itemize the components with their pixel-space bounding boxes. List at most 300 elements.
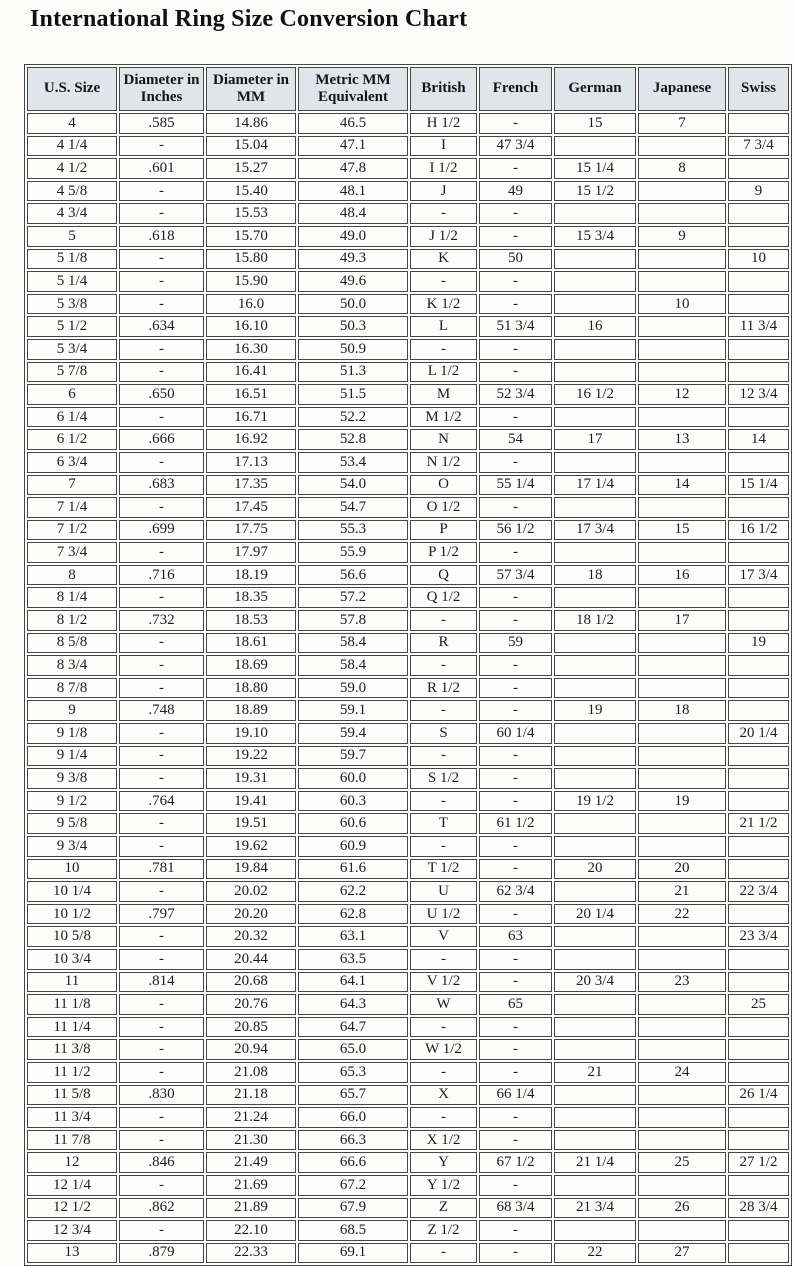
table-cell: - xyxy=(119,881,204,902)
table-cell: M 1/2 xyxy=(410,407,477,428)
table-cell: - xyxy=(479,452,552,473)
table-cell: 5 1/8 xyxy=(27,249,117,270)
table-cell xyxy=(554,203,636,224)
table-cell xyxy=(728,226,789,247)
table-cell xyxy=(554,678,636,699)
table-cell: 9 xyxy=(27,700,117,721)
table-cell: - xyxy=(410,746,477,767)
table-row xyxy=(27,836,789,857)
table-cell: - xyxy=(119,926,204,947)
table-cell: - xyxy=(479,972,552,993)
table-cell: 56 1/2 xyxy=(479,520,552,541)
table-cell xyxy=(728,859,789,880)
table-cell: 68.5 xyxy=(298,1220,408,1241)
table-cell: - xyxy=(119,339,204,360)
table-cell xyxy=(554,271,636,292)
table-cell: 21.18 xyxy=(206,1085,296,1106)
table-cell: 55.9 xyxy=(298,542,408,563)
table-cell: 20 xyxy=(638,859,726,880)
table-cell: - xyxy=(479,271,552,292)
table-cell: 18.69 xyxy=(206,655,296,676)
table-cell: 64.3 xyxy=(298,994,408,1015)
table-cell: 21.24 xyxy=(206,1107,296,1128)
table-cell: 66.3 xyxy=(298,1130,408,1151)
table-cell: 9 xyxy=(728,181,789,202)
table-cell: 15.90 xyxy=(206,271,296,292)
table-cell: 62 3/4 xyxy=(479,881,552,902)
table-cell: - xyxy=(479,678,552,699)
table-cell: 28 3/4 xyxy=(728,1198,789,1219)
table-cell: 9 1/4 xyxy=(27,746,117,767)
table-row xyxy=(27,203,789,224)
table-cell: 21.49 xyxy=(206,1152,296,1173)
table-cell: 46.5 xyxy=(298,113,408,134)
table-cell: - xyxy=(119,1039,204,1060)
table-cell: 5 xyxy=(27,226,117,247)
table-cell: 10 xyxy=(728,249,789,270)
table-cell: 54.0 xyxy=(298,475,408,496)
table-cell: 58.4 xyxy=(298,633,408,654)
table-cell: 16.51 xyxy=(206,384,296,405)
table-cell: - xyxy=(410,836,477,857)
table-row xyxy=(27,1175,789,1196)
table-cell xyxy=(554,746,636,767)
table-cell: 61 1/2 xyxy=(479,813,552,834)
table-row xyxy=(27,1039,789,1060)
table-cell xyxy=(554,249,636,270)
table-cell: 24 xyxy=(638,1062,726,1083)
table-cell: - xyxy=(119,587,204,608)
table-cell: 53.4 xyxy=(298,452,408,473)
table-cell: S 1/2 xyxy=(410,768,477,789)
table-cell: 17.97 xyxy=(206,542,296,563)
table-cell: 15.40 xyxy=(206,181,296,202)
table-cell: 64.7 xyxy=(298,1017,408,1038)
table-cell: 63.5 xyxy=(298,949,408,970)
table-cell xyxy=(554,294,636,315)
table-cell xyxy=(728,1130,789,1151)
table-cell: 14 xyxy=(728,429,789,450)
table-cell: - xyxy=(119,1107,204,1128)
table-cell: V 1/2 xyxy=(410,972,477,993)
table-cell: - xyxy=(119,542,204,563)
table-cell: 20.85 xyxy=(206,1017,296,1038)
table-row xyxy=(27,362,789,383)
table-cell: 49.0 xyxy=(298,226,408,247)
table-cell: 57.8 xyxy=(298,610,408,631)
table-cell: 19 xyxy=(638,791,726,812)
table-cell: 25 xyxy=(728,994,789,1015)
col-header-british: British xyxy=(410,67,477,111)
table-cell xyxy=(554,497,636,518)
table-cell: 57.2 xyxy=(298,587,408,608)
table-row xyxy=(27,881,789,902)
table-cell: 19 xyxy=(554,700,636,721)
table-cell xyxy=(728,655,789,676)
table-cell: - xyxy=(410,1243,477,1264)
table-cell: .846 xyxy=(119,1152,204,1173)
table-cell: - xyxy=(119,249,204,270)
table-cell: 52.2 xyxy=(298,407,408,428)
table-cell: 19.31 xyxy=(206,768,296,789)
table-cell: 12 xyxy=(27,1152,117,1173)
table-row xyxy=(27,181,789,202)
table-cell xyxy=(728,587,789,608)
table-cell: 22.33 xyxy=(206,1243,296,1264)
table-row xyxy=(27,1017,789,1038)
table-cell: K 1/2 xyxy=(410,294,477,315)
table-cell: 7 3/4 xyxy=(728,136,789,157)
table-row xyxy=(27,610,789,631)
table-cell xyxy=(638,249,726,270)
table-cell: Y 1/2 xyxy=(410,1175,477,1196)
table-cell: .781 xyxy=(119,859,204,880)
table-cell: - xyxy=(479,949,552,970)
table-cell xyxy=(554,813,636,834)
table-cell xyxy=(728,1039,789,1060)
table-row xyxy=(27,1198,789,1219)
table-cell: - xyxy=(410,655,477,676)
table-cell: .764 xyxy=(119,791,204,812)
table-cell: - xyxy=(410,1107,477,1128)
table-cell: 18.61 xyxy=(206,633,296,654)
table-cell xyxy=(554,407,636,428)
table-row xyxy=(27,1220,789,1241)
table-cell: 19.51 xyxy=(206,813,296,834)
table-cell: 15.27 xyxy=(206,158,296,179)
table-cell: - xyxy=(479,768,552,789)
table-cell: 22 3/4 xyxy=(728,881,789,902)
table-cell: - xyxy=(119,994,204,1015)
table-cell xyxy=(728,1243,789,1264)
table-cell: .830 xyxy=(119,1085,204,1106)
table-cell: - xyxy=(410,949,477,970)
table-cell: 65 xyxy=(479,994,552,1015)
table-cell: 27 1/2 xyxy=(728,1152,789,1173)
table-cell: 60.6 xyxy=(298,813,408,834)
table-cell xyxy=(728,1062,789,1083)
table-cell xyxy=(638,926,726,947)
table-cell: 20.94 xyxy=(206,1039,296,1060)
table-cell: 20 xyxy=(554,859,636,880)
table-cell: 7 xyxy=(638,113,726,134)
table-row xyxy=(27,1243,789,1264)
table-cell: 18 xyxy=(554,565,636,586)
table-row xyxy=(27,475,789,496)
table-cell: - xyxy=(119,294,204,315)
table-cell: 65.3 xyxy=(298,1062,408,1083)
table-cell: - xyxy=(479,746,552,767)
table-cell: - xyxy=(119,452,204,473)
table-cell: 21 xyxy=(554,1062,636,1083)
table-row xyxy=(27,113,789,134)
table-cell xyxy=(638,181,726,202)
table-cell: 15.80 xyxy=(206,249,296,270)
table-cell xyxy=(638,1017,726,1038)
table-cell: 55.3 xyxy=(298,520,408,541)
table-cell: - xyxy=(479,203,552,224)
table-cell xyxy=(554,1107,636,1128)
table-row xyxy=(27,158,789,179)
table-cell: Y xyxy=(410,1152,477,1173)
table-cell: 15 3/4 xyxy=(554,226,636,247)
table-cell: 17.13 xyxy=(206,452,296,473)
table-cell: 7 1/4 xyxy=(27,497,117,518)
table-cell: 6 1/4 xyxy=(27,407,117,428)
table-cell: 11 1/2 xyxy=(27,1062,117,1083)
table-cell: - xyxy=(479,700,552,721)
table-cell: 60.3 xyxy=(298,791,408,812)
table-cell: 67 1/2 xyxy=(479,1152,552,1173)
table-cell: 16.0 xyxy=(206,294,296,315)
table-cell: R xyxy=(410,633,477,654)
table-cell: 21 3/4 xyxy=(554,1198,636,1219)
table-row xyxy=(27,1107,789,1128)
table-cell xyxy=(554,836,636,857)
table-cell xyxy=(728,497,789,518)
table-cell: - xyxy=(479,1243,552,1264)
table-cell: 7 xyxy=(27,475,117,496)
table-cell: 69.1 xyxy=(298,1243,408,1264)
col-header-metric-mm: Metric MM Equivalent xyxy=(298,67,408,111)
table-cell: 16 1/2 xyxy=(728,520,789,541)
table-cell: 60.0 xyxy=(298,768,408,789)
table-cell: 8 7/8 xyxy=(27,678,117,699)
table-cell: 47.8 xyxy=(298,158,408,179)
table-cell: 10 1/2 xyxy=(27,904,117,925)
table-cell: - xyxy=(410,1062,477,1083)
table-cell: 63 xyxy=(479,926,552,947)
table-cell xyxy=(638,678,726,699)
table-cell: 59.7 xyxy=(298,746,408,767)
col-header-diameter-inches: Diameter in Inches xyxy=(119,67,204,111)
table-row xyxy=(27,520,789,541)
table-cell xyxy=(638,1220,726,1241)
table-cell: - xyxy=(119,407,204,428)
table-cell xyxy=(728,271,789,292)
table-cell: 15 1/4 xyxy=(554,158,636,179)
table-cell: - xyxy=(479,791,552,812)
table-cell: 6 3/4 xyxy=(27,452,117,473)
table-row xyxy=(27,791,789,812)
table-cell: 20.68 xyxy=(206,972,296,993)
table-cell: - xyxy=(479,1107,552,1128)
table-cell: 51 3/4 xyxy=(479,316,552,337)
table-cell: 17 3/4 xyxy=(728,565,789,586)
table-cell: 21.08 xyxy=(206,1062,296,1083)
table-cell: 4 xyxy=(27,113,117,134)
table-row xyxy=(27,1062,789,1083)
table-cell: 22 xyxy=(554,1243,636,1264)
table-cell: - xyxy=(410,791,477,812)
table-cell: 55 1/4 xyxy=(479,475,552,496)
table-cell xyxy=(554,723,636,744)
table-row xyxy=(27,271,789,292)
table-cell xyxy=(554,1220,636,1241)
table-cell xyxy=(554,994,636,1015)
table-cell xyxy=(638,316,726,337)
table-cell: W xyxy=(410,994,477,1015)
table-cell: 67.2 xyxy=(298,1175,408,1196)
table-cell: 12 xyxy=(638,384,726,405)
table-row xyxy=(27,565,789,586)
table-cell: - xyxy=(479,610,552,631)
table-cell: 23 3/4 xyxy=(728,926,789,947)
table-cell: - xyxy=(479,113,552,134)
table-cell: 15.53 xyxy=(206,203,296,224)
table-cell: 8 5/8 xyxy=(27,633,117,654)
table-cell: 57 3/4 xyxy=(479,565,552,586)
table-cell: 5 7/8 xyxy=(27,362,117,383)
table-cell: .683 xyxy=(119,475,204,496)
table-cell: .797 xyxy=(119,904,204,925)
table-cell: - xyxy=(410,271,477,292)
table-row xyxy=(27,678,789,699)
table-cell: U xyxy=(410,881,477,902)
table-cell: 11 7/8 xyxy=(27,1130,117,1151)
table-cell: 10 xyxy=(638,294,726,315)
table-cell xyxy=(554,542,636,563)
table-cell: .618 xyxy=(119,226,204,247)
table-cell xyxy=(638,542,726,563)
table-cell xyxy=(728,339,789,360)
table-cell: 50.0 xyxy=(298,294,408,315)
table-cell: 4 3/4 xyxy=(27,203,117,224)
table-cell: 12 3/4 xyxy=(27,1220,117,1241)
table-cell: 16 xyxy=(638,565,726,586)
table-cell xyxy=(638,768,726,789)
table-cell: 18 1/2 xyxy=(554,610,636,631)
table-cell: - xyxy=(479,226,552,247)
table-cell: 8 xyxy=(27,565,117,586)
table-cell xyxy=(554,633,636,654)
table-cell: 17 1/4 xyxy=(554,475,636,496)
table-cell: 22 xyxy=(638,904,726,925)
table-cell: 17 xyxy=(554,429,636,450)
table-cell: 49 xyxy=(479,181,552,202)
table-cell: L xyxy=(410,316,477,337)
table-cell: 10 xyxy=(27,859,117,880)
table-cell: - xyxy=(479,294,552,315)
table-cell xyxy=(728,294,789,315)
table-cell: 16.92 xyxy=(206,429,296,450)
table-cell: 9 3/8 xyxy=(27,768,117,789)
table-cell: 13 xyxy=(27,1243,117,1264)
table-cell: 11 3/4 xyxy=(27,1107,117,1128)
table-row xyxy=(27,407,789,428)
table-cell: 61.6 xyxy=(298,859,408,880)
table-cell: K xyxy=(410,249,477,270)
table-row xyxy=(27,859,789,880)
table-cell xyxy=(728,452,789,473)
table-cell: - xyxy=(479,158,552,179)
table-cell: 10 3/4 xyxy=(27,949,117,970)
table-cell: 8 3/4 xyxy=(27,655,117,676)
table-cell: 52.8 xyxy=(298,429,408,450)
table-cell: 26 1/4 xyxy=(728,1085,789,1106)
table-cell xyxy=(638,1175,726,1196)
table-cell: 20 1/4 xyxy=(554,904,636,925)
table-cell xyxy=(728,113,789,134)
table-cell xyxy=(554,362,636,383)
table-cell: 56.6 xyxy=(298,565,408,586)
table-cell xyxy=(728,158,789,179)
table-row xyxy=(27,339,789,360)
table-cell: 59.4 xyxy=(298,723,408,744)
table-cell: X xyxy=(410,1085,477,1106)
table-cell: 54 xyxy=(479,429,552,450)
table-cell xyxy=(728,746,789,767)
table-row xyxy=(27,994,789,1015)
table-cell xyxy=(638,746,726,767)
table-cell: 20 3/4 xyxy=(554,972,636,993)
table-row xyxy=(27,904,789,925)
col-header-swiss: Swiss xyxy=(728,67,789,111)
table-cell: 51.5 xyxy=(298,384,408,405)
table-cell: - xyxy=(479,859,552,880)
table-cell: 20.02 xyxy=(206,881,296,902)
table-cell: 60 1/4 xyxy=(479,723,552,744)
table-row xyxy=(27,972,789,993)
table-cell: Q 1/2 xyxy=(410,587,477,608)
table-cell xyxy=(638,1107,726,1128)
table-cell: M xyxy=(410,384,477,405)
table-cell: - xyxy=(119,1062,204,1083)
table-cell: W 1/2 xyxy=(410,1039,477,1060)
table-cell: 6 1/2 xyxy=(27,429,117,450)
table-cell: 8 xyxy=(638,158,726,179)
table-row xyxy=(27,1152,789,1173)
table-cell: 7 3/4 xyxy=(27,542,117,563)
table-cell: - xyxy=(479,339,552,360)
col-header-french: French xyxy=(479,67,552,111)
table-cell: - xyxy=(479,1039,552,1060)
table-cell: 11 xyxy=(27,972,117,993)
table-cell: 6 xyxy=(27,384,117,405)
table-cell xyxy=(638,949,726,970)
table-cell xyxy=(638,723,726,744)
table-cell: .879 xyxy=(119,1243,204,1264)
table-cell: 18.19 xyxy=(206,565,296,586)
table-cell: - xyxy=(479,542,552,563)
table-cell: 20.76 xyxy=(206,994,296,1015)
table-cell: 21 xyxy=(638,881,726,902)
table-cell: - xyxy=(119,836,204,857)
table-cell: - xyxy=(119,1175,204,1196)
table-cell: 21.69 xyxy=(206,1175,296,1196)
table-cell xyxy=(638,587,726,608)
table-cell: J 1/2 xyxy=(410,226,477,247)
table-cell: - xyxy=(479,655,552,676)
table-cell: - xyxy=(479,1220,552,1241)
table-cell xyxy=(638,633,726,654)
table-cell: 17 xyxy=(638,610,726,631)
table-cell xyxy=(638,136,726,157)
table-cell: 11 1/4 xyxy=(27,1017,117,1038)
table-cell: 12 1/4 xyxy=(27,1175,117,1196)
table-row xyxy=(27,497,789,518)
table-row xyxy=(27,655,789,676)
table-cell: 17 3/4 xyxy=(554,520,636,541)
table-cell: - xyxy=(119,655,204,676)
table-cell: 11 5/8 xyxy=(27,1085,117,1106)
table-cell: 20.20 xyxy=(206,904,296,925)
table-cell xyxy=(554,136,636,157)
table-cell: .814 xyxy=(119,972,204,993)
table-cell: 19.22 xyxy=(206,746,296,767)
table-row xyxy=(27,587,789,608)
table-cell: 23 xyxy=(638,972,726,993)
